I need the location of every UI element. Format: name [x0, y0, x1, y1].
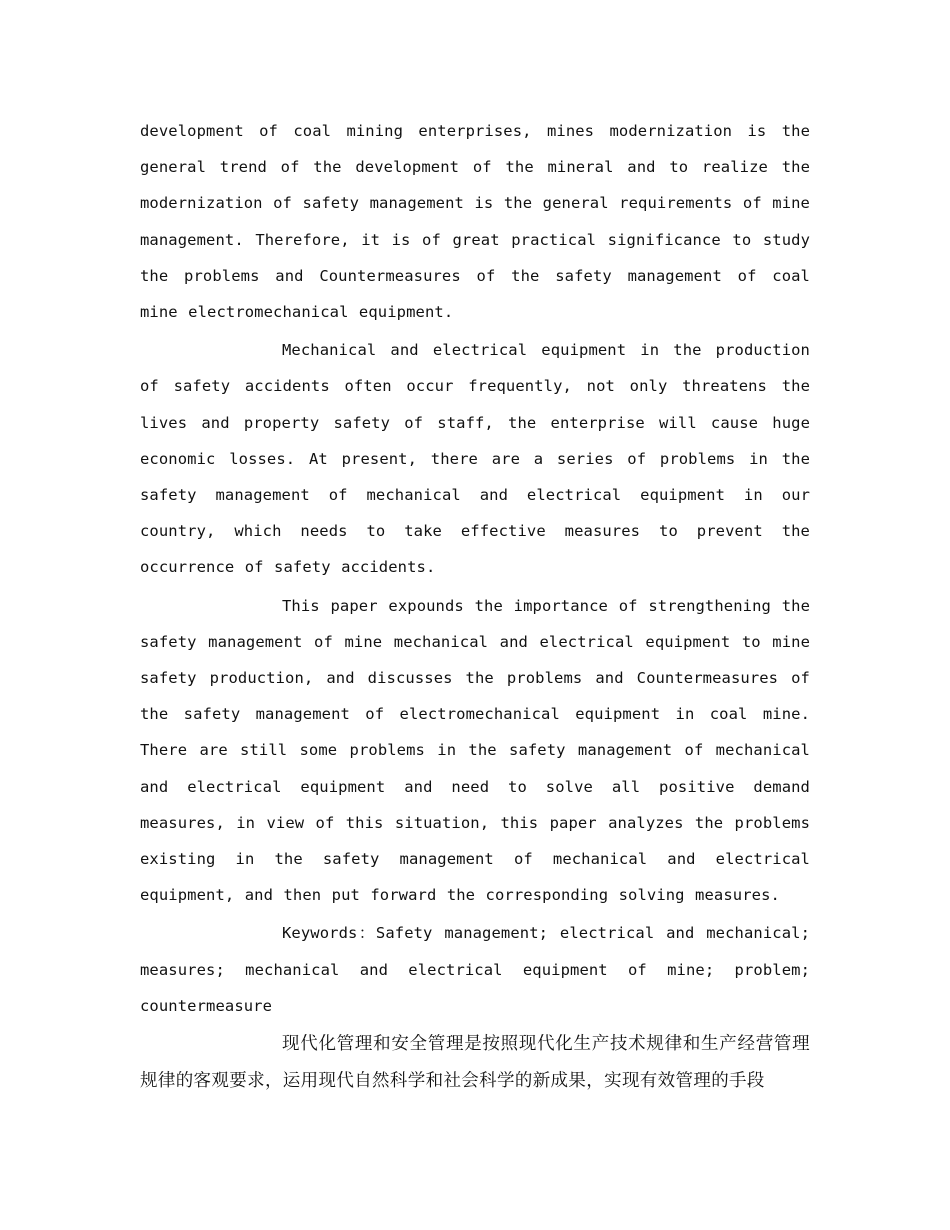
- paragraph-intro-continuation: development of coal mining enterprises, mines modernization is the general trend of the development of the mineral and to realize the modernization of safety management is the general requirements of mine management. Therefore, it is of great practical significance to study the problems and Countermeasures of the safety management of coal mine electromechanical equipment.: [140, 122, 810, 322]
- paragraph-paper-summary: This paper expounds the importance of strengthening the safety management of mine mechanical and electrical equipment to mine safety production, and discusses the problems and Countermeasures of the safety management of electromechanical equipment in coal mine. There are still some problems in the safety management of mechanical and electrical equipment and need to solve all positive demand measures, in view of this situation, this paper analyzes the problems existing in the safety management of mechanical and electrical equipment, and then put forward the corresponding solving measures.: [140, 596, 810, 905]
- paragraph-accidents: Mechanical and electrical equipment in the production of safety accidents often occur frequently, not only threatens the lives and property safety of staff, the enterprise will cause huge economic losses. At present, there are a series of problems in the safety management of mechanical and electrical equipment in our country, which needs to take effective measures to prevent the occurrence of safety accidents.: [140, 341, 810, 577]
- paragraph-keywords: Keywords：Safety management; electrical and mechanical; measures; mechanical and electrical equipment of mine; problem; countermeasure: [140, 924, 810, 1015]
- paragraph-chinese-intro: 现代化管理和安全管理是按照现代化生产技术规律和生产经营管理规律的客观要求，运用现代自然科学和社会科学的新成果，实现有效管理的手段: [140, 1034, 810, 1091]
- document-body: [140, 113, 810, 1101]
